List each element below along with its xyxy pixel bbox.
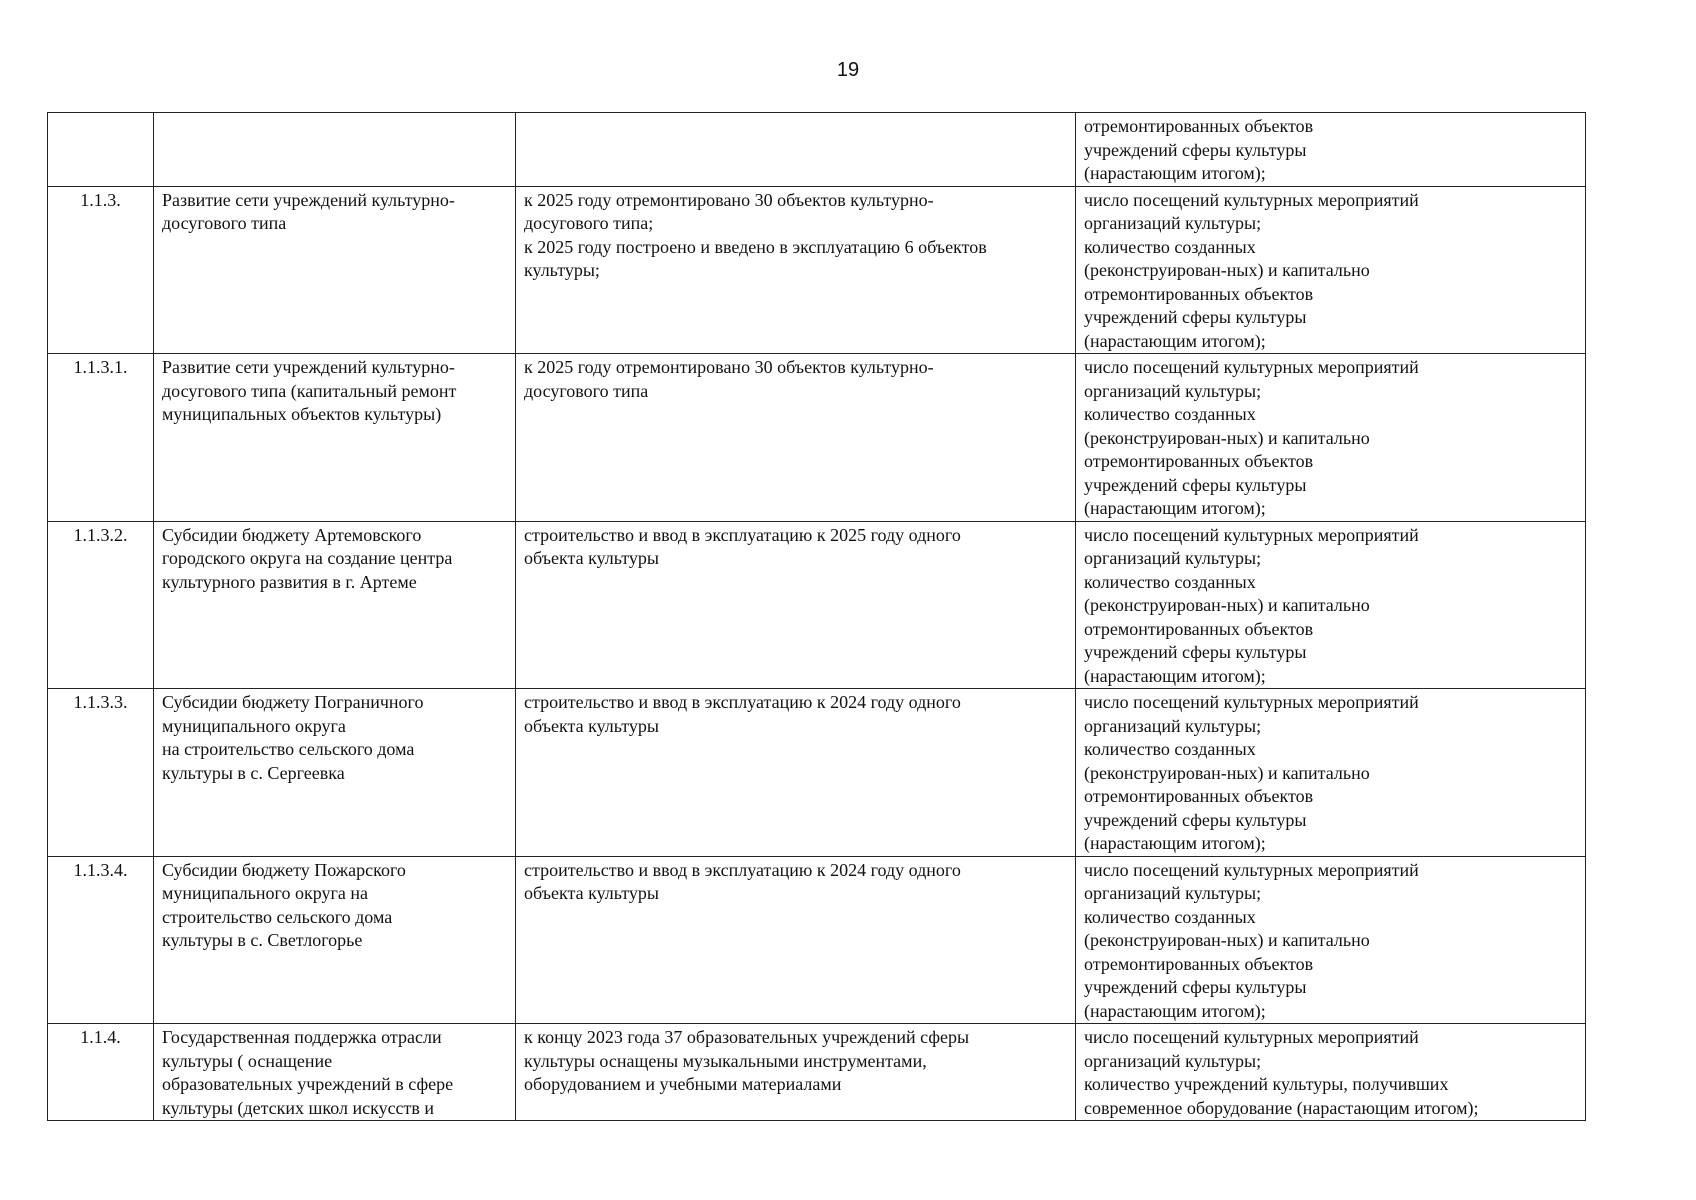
cell-text-line: число посещений культурных мероприятий <box>1084 524 1419 545</box>
cell-text-line: отремонтированных объектов <box>1084 116 1314 136</box>
cell-text-line: отремонтированных объектов <box>1084 953 1314 974</box>
cell-text-line: отремонтированных объектов <box>1084 451 1314 471</box>
cell-text-line: учреждений сферы культуры <box>1084 642 1307 662</box>
cell-text-line: строительство и ввод в эксплуатацию к 2024 году одного <box>524 859 961 880</box>
cell-text-line: (реконструирован-ных) и капитально <box>1084 595 1370 615</box>
cell-text-line: объекта культуры <box>524 548 660 568</box>
table-row <box>48 354 1586 522</box>
activity-name-cell <box>154 521 516 689</box>
cell-text-line: (нарастающим итогом); <box>1084 1000 1266 1021</box>
activity-name-cell <box>154 689 516 857</box>
table-row <box>48 186 1586 354</box>
indicator-cell <box>1076 1024 1586 1121</box>
cell-text-line: организаций культуры; <box>1084 883 1262 903</box>
cell-text-line: культуры в с. Светлогорье <box>162 930 363 950</box>
activity-name-cell <box>154 1024 516 1121</box>
cell-text-line: число посещений культурных мероприятий <box>1084 1027 1419 1047</box>
item-number: 1.1.3. <box>80 189 121 210</box>
indicator-cell <box>1076 113 1586 187</box>
cell-text-line: число посещений культурных мероприятий <box>1084 357 1419 377</box>
table-row <box>48 689 1586 857</box>
cell-text-line: досугового типа (капитальный ремонт <box>162 380 457 401</box>
cell-text-line: оборудованием и учебными материалами <box>524 1074 842 1094</box>
cell-text-line: число посещений культурных мероприятий <box>1084 189 1419 210</box>
cell-text-line: на строительство сельского дома <box>162 739 415 759</box>
cell-text-line: учреждений сферы культуры <box>1084 139 1307 160</box>
item-number: 1.1.3.2. <box>73 524 128 545</box>
cell-text-line: число посещений культурных мероприятий <box>1084 692 1419 712</box>
expected-result-cell <box>516 113 1076 187</box>
cell-text-line: (нарастающим итогом); <box>1084 498 1266 518</box>
expected-result-cell <box>516 1024 1076 1121</box>
item-number-cell <box>48 521 154 689</box>
cell-text-line: Субсидии бюджету Пожарского <box>162 859 406 880</box>
table-row <box>48 1024 1586 1121</box>
cell-text-line: (нарастающим итогом); <box>1084 665 1266 686</box>
table-row <box>48 521 1586 689</box>
cell-text-line: организаций культуры; <box>1084 548 1262 568</box>
cell-text-line: Субсидии бюджету Артемовского <box>162 524 422 545</box>
cell-text-line: организаций культуры; <box>1084 1050 1262 1071</box>
cell-text-line: культуры (детских школ искусств и <box>162 1097 435 1118</box>
indicator-cell <box>1076 354 1586 522</box>
cell-text-line: строительство и ввод в эксплуатацию к 2025 году одного <box>524 524 961 545</box>
cell-text-line: количество созданных <box>1084 571 1256 592</box>
cell-text-line: количество созданных <box>1084 404 1256 424</box>
activity-name-cell <box>154 113 516 187</box>
cell-text-line: (нарастающим итогом); <box>1084 163 1266 183</box>
cell-text-line: отремонтированных объектов <box>1084 283 1314 304</box>
cell-text-line: Развитие сети учреждений культурно- <box>162 189 455 210</box>
cell-text-line: городского округа на создание центра <box>162 548 453 568</box>
indicator-cell <box>1076 186 1586 354</box>
cell-text-line: досугового типа <box>162 213 287 233</box>
cell-text-line: (реконструирован-ных) и капитально <box>1084 260 1370 280</box>
cell-text-line: досугового типа <box>524 380 649 401</box>
cell-text-line: отремонтированных объектов <box>1084 786 1314 806</box>
cell-text-line: культуры оснащены музыкальными инструментами, <box>524 1050 927 1071</box>
cell-text-line: (реконструирован-ных) и капитально <box>1084 762 1370 783</box>
item-number-cell <box>48 354 154 522</box>
cell-text-line: (реконструирован-ных) и капитально <box>1084 930 1370 950</box>
item-number-cell <box>48 1024 154 1121</box>
expected-result-cell <box>516 689 1076 857</box>
item-number-cell <box>48 689 154 857</box>
cell-text-line: (нарастающим итогом); <box>1084 833 1266 853</box>
cell-text-line: количество созданных <box>1084 739 1256 759</box>
item-number: 1.1.3.1. <box>73 357 128 377</box>
cell-text-line: учреждений сферы культуры <box>1084 809 1307 830</box>
cell-text-line: количество созданных <box>1084 236 1256 257</box>
table-body <box>48 113 1586 1121</box>
indicator-cell <box>1076 856 1586 1024</box>
table-row <box>48 856 1586 1024</box>
cell-text-line: учреждений сферы культуры <box>1084 474 1307 495</box>
cell-text-line: организаций культуры; <box>1084 213 1262 233</box>
cell-text-line: учреждений сферы культуры <box>1084 977 1307 997</box>
indicator-cell <box>1076 521 1586 689</box>
item-number-cell <box>48 856 154 1024</box>
cell-text-line: объекта культуры <box>524 883 660 903</box>
cell-text-line: организаций культуры; <box>1084 380 1262 401</box>
cell-text-line: учреждений сферы культуры <box>1084 307 1307 327</box>
cell-text-line: муниципального округа на <box>162 883 368 903</box>
cell-text-line: Государственная поддержка отрасли <box>162 1027 442 1047</box>
cell-text-line: культуры в с. Сергеевка <box>162 762 345 783</box>
cell-text-line: муниципального округа <box>162 715 346 736</box>
cell-text-line: к 2025 году построено и введено в эксплуатацию 6 объектов <box>524 236 987 257</box>
item-number: 1.1.3.4. <box>73 859 128 880</box>
cell-text-line: к концу 2023 года 37 образовательных учреждений сферы <box>524 1027 970 1047</box>
cell-text-line: Субсидии бюджету Пограничного <box>162 692 424 712</box>
cell-text-line: отремонтированных объектов <box>1084 618 1314 639</box>
expected-result-cell <box>516 521 1076 689</box>
expected-result-cell <box>516 186 1076 354</box>
item-number: 1.1.3.3. <box>73 692 128 712</box>
cell-text-line: современное оборудование (нарастающим итогом); <box>1084 1097 1479 1118</box>
cell-text-line: досугового типа; <box>524 213 654 233</box>
cell-text-line: муниципальных объектов культуры) <box>162 404 442 424</box>
program-activities-table <box>47 112 1586 1121</box>
cell-text-line: (реконструирован-ных) и капитально <box>1084 427 1370 448</box>
cell-text-line: число посещений культурных мероприятий <box>1084 859 1419 880</box>
cell-text-line: образовательных учреждений в сфере <box>162 1074 454 1094</box>
cell-text-line: (нарастающим итогом); <box>1084 330 1266 351</box>
item-number-cell <box>48 186 154 354</box>
page-number: 19 <box>836 59 860 81</box>
cell-text-line: культурного развития в г. Артеме <box>162 571 417 592</box>
item-number <box>56 113 145 115</box>
cell-text-line: количество созданных <box>1084 906 1256 927</box>
activity-name-cell <box>154 856 516 1024</box>
activity-name-cell <box>154 186 516 354</box>
expected-result-cell <box>516 354 1076 522</box>
cell-text-line: культуры ( оснащение <box>162 1050 333 1071</box>
cell-text-line: строительство и ввод в эксплуатацию к 2024 году одного <box>524 692 961 712</box>
table-row <box>48 113 1586 187</box>
cell-text-line: к 2025 году отремонтировано 30 объектов культурно- <box>524 357 934 377</box>
cell-text-line: строительство сельского дома <box>162 906 393 927</box>
activity-name-cell <box>154 354 516 522</box>
cell-text-line: Развитие сети учреждений культурно- <box>162 357 455 377</box>
item-number-cell <box>48 113 154 187</box>
cell-text-line: организаций культуры; <box>1084 715 1262 736</box>
cell-text-line: количество учреждений культуры, получивших <box>1084 1074 1449 1094</box>
cell-text-line: культуры; <box>524 260 600 280</box>
cell-text-line: к 2025 году отремонтировано 30 объектов культурно- <box>524 189 934 210</box>
item-number: 1.1.4. <box>80 1027 121 1047</box>
indicator-cell <box>1076 689 1586 857</box>
expected-result-cell <box>516 856 1076 1024</box>
cell-text-line: объекта культуры <box>524 715 660 736</box>
